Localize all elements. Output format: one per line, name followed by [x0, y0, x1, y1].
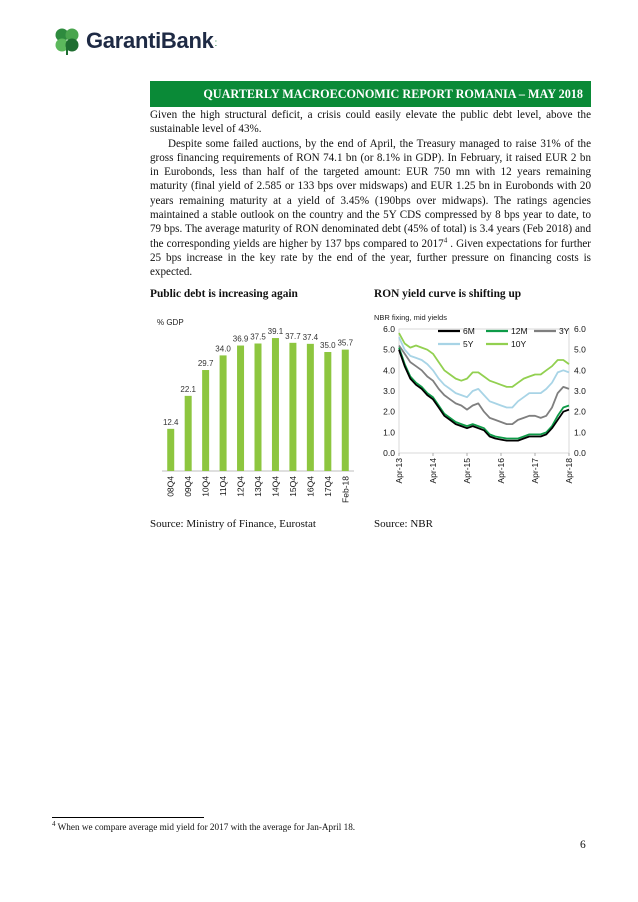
bar-12Q4 — [237, 346, 244, 471]
y-tick-label-right: 4.0 — [574, 365, 586, 376]
x-tick-label: 12Q4 — [235, 476, 246, 497]
bar-value-label: 22.1 — [180, 384, 196, 394]
x-tick-label: Apr-15 — [462, 458, 472, 484]
x-tick-label: 13Q4 — [253, 476, 263, 497]
logo-text: GarantiBank — [86, 28, 214, 53]
bar-08Q4 — [167, 429, 174, 471]
y-tick-label-right: 6.0 — [574, 324, 586, 334]
bar-15Q4 — [289, 343, 296, 471]
footnote-divider — [52, 817, 204, 818]
footnote-ref[interactable]: 4 — [443, 235, 448, 244]
y-tick-label-left: 0.0 — [383, 448, 395, 458]
x-tick-label: 11Q4 — [218, 476, 229, 497]
right-chart-source: Source: NBR — [374, 518, 433, 530]
bar-Feb-18 — [342, 350, 349, 471]
x-tick-label: Feb-18 — [340, 476, 351, 503]
bar-value-label: 37.4 — [302, 332, 319, 342]
chart-subtitle: NBR fixing, mid yields — [374, 313, 447, 322]
legend-label-12M: 12M — [511, 326, 528, 336]
bar-value-label: 35.7 — [337, 338, 354, 348]
logo-dot-icon: : — [214, 37, 218, 49]
bar-value-label: 36.9 — [232, 334, 249, 344]
x-tick-label: Apr-14 — [428, 458, 438, 484]
bar-value-label: 37.7 — [285, 331, 301, 341]
x-tick-label: Apr-17 — [530, 458, 540, 484]
body-text — [150, 108, 591, 280]
footnote-mark: 4 — [52, 819, 56, 828]
ron-yield-line-chart — [368, 310, 600, 500]
bar-value-label: 34.0 — [215, 344, 231, 354]
y-tick-label-right: 3.0 — [574, 386, 586, 396]
y-tick-label-right: 0.0 — [574, 448, 586, 458]
y-tick-label-left: 6.0 — [383, 324, 395, 334]
y-tick-label-left: 5.0 — [383, 344, 395, 355]
x-tick-label: 17Q4 — [322, 476, 333, 497]
paragraph-2 — [150, 137, 591, 280]
bar-value-label: 39.1 — [267, 327, 284, 337]
legend-label-6M: 6M — [463, 326, 475, 336]
bar-09Q4 — [185, 396, 192, 471]
y-tick-label-left: 2.0 — [383, 406, 395, 417]
x-tick-label: 15Q4 — [287, 476, 298, 497]
footnote-text: When we compare average mid yield for 2017 with the average for Jan-April 18. — [55, 822, 356, 832]
bar-10Q4 — [202, 370, 209, 471]
bar-16Q4 — [307, 344, 314, 471]
legend-label-10Y: 10Y — [511, 339, 527, 349]
x-tick-label: 08Q4 — [165, 476, 176, 497]
x-tick-label: Apr-18 — [564, 458, 574, 484]
series-line-10Y — [399, 333, 569, 387]
report-banner: QUARTERLY MACROECONOMIC REPORT ROMANIA – MAY 2018 — [150, 81, 591, 107]
paragraph-2-part-b: . Given expectations for further 25 bps increase in the key rate by the end of the year, further pressure on financing costs is expected. — [150, 237, 591, 279]
legend-label-3Y: 3Y — [559, 326, 570, 336]
bar-value-label: 37.5 — [250, 332, 266, 342]
x-tick-label: 10Q4 — [200, 476, 211, 497]
legend-label-5Y: 5Y — [463, 339, 474, 349]
x-tick-label: 14Q4 — [270, 476, 281, 497]
y-tick-label-left: 3.0 — [383, 386, 395, 396]
y-tick-label-left: 1.0 — [383, 427, 395, 438]
left-chart-source: Source: Ministry of Finance, Eurostat — [150, 518, 316, 530]
left-chart-heading: Public debt is increasing again — [150, 288, 298, 300]
y-tick-label-right: 5.0 — [574, 344, 586, 355]
bar-value-label: 35.0 — [320, 341, 336, 350]
y-tick-label-right: 1.0 — [574, 427, 586, 438]
y-tick-label-right: 2.0 — [574, 406, 586, 417]
public-debt-bar-chart — [150, 310, 365, 515]
x-tick-label: Apr-13 — [394, 458, 404, 484]
right-chart-heading: RON yield curve is shifting up — [374, 288, 522, 300]
bar-13Q4 — [255, 344, 262, 472]
paragraph-2-part-a: Despite some failed auctions, by the end of April, the Treasury managed to raise 31% of the gross financing requirements of RON 74.1 bn (or 8.1% in GDP). In February, it raised EUR 2 bn in Eurobonds, less than half of the targeted amount: EUR 750 mn with 12 years remaining maturity (final yield of 2.585 or 133 bps over midswaps) and EUR 1.25 bn in Eurobonds with 20 years remaining maturity at a yield of 3.45% (190bps over midwaps). The ratings agencies maintained a stable outlook on the country and the 5Y CDS compressed by 8 bps year to date, to 79 bps. The average maturity of RON denominated debt (45% of total) is 3.4 years (Feb 2018) and the corresponding yields are higher by 137 bps compared to 2017 — [150, 137, 591, 250]
x-tick-label: Apr-16 — [496, 458, 506, 484]
unit-label: % GDP — [157, 318, 184, 327]
bar-value-label: 12.4 — [162, 417, 179, 427]
page-number: 6 — [580, 839, 586, 851]
footnote — [52, 819, 356, 832]
series-line-3Y — [399, 346, 569, 425]
bar-17Q4 — [324, 352, 331, 471]
paragraph-1: Given the high structural deficit, a crisis could easily elevate the public debt level, above the sustainable level of 43%. — [150, 109, 591, 136]
x-tick-label: 09Q4 — [183, 476, 194, 497]
clover-logo-icon — [52, 26, 82, 56]
x-tick-label: 16Q4 — [305, 476, 316, 497]
bar-14Q4 — [272, 338, 279, 471]
y-tick-label-left: 4.0 — [383, 365, 395, 376]
bar-11Q4 — [220, 355, 227, 471]
bar-value-label: 29.7 — [197, 359, 214, 369]
logo — [52, 26, 217, 56]
